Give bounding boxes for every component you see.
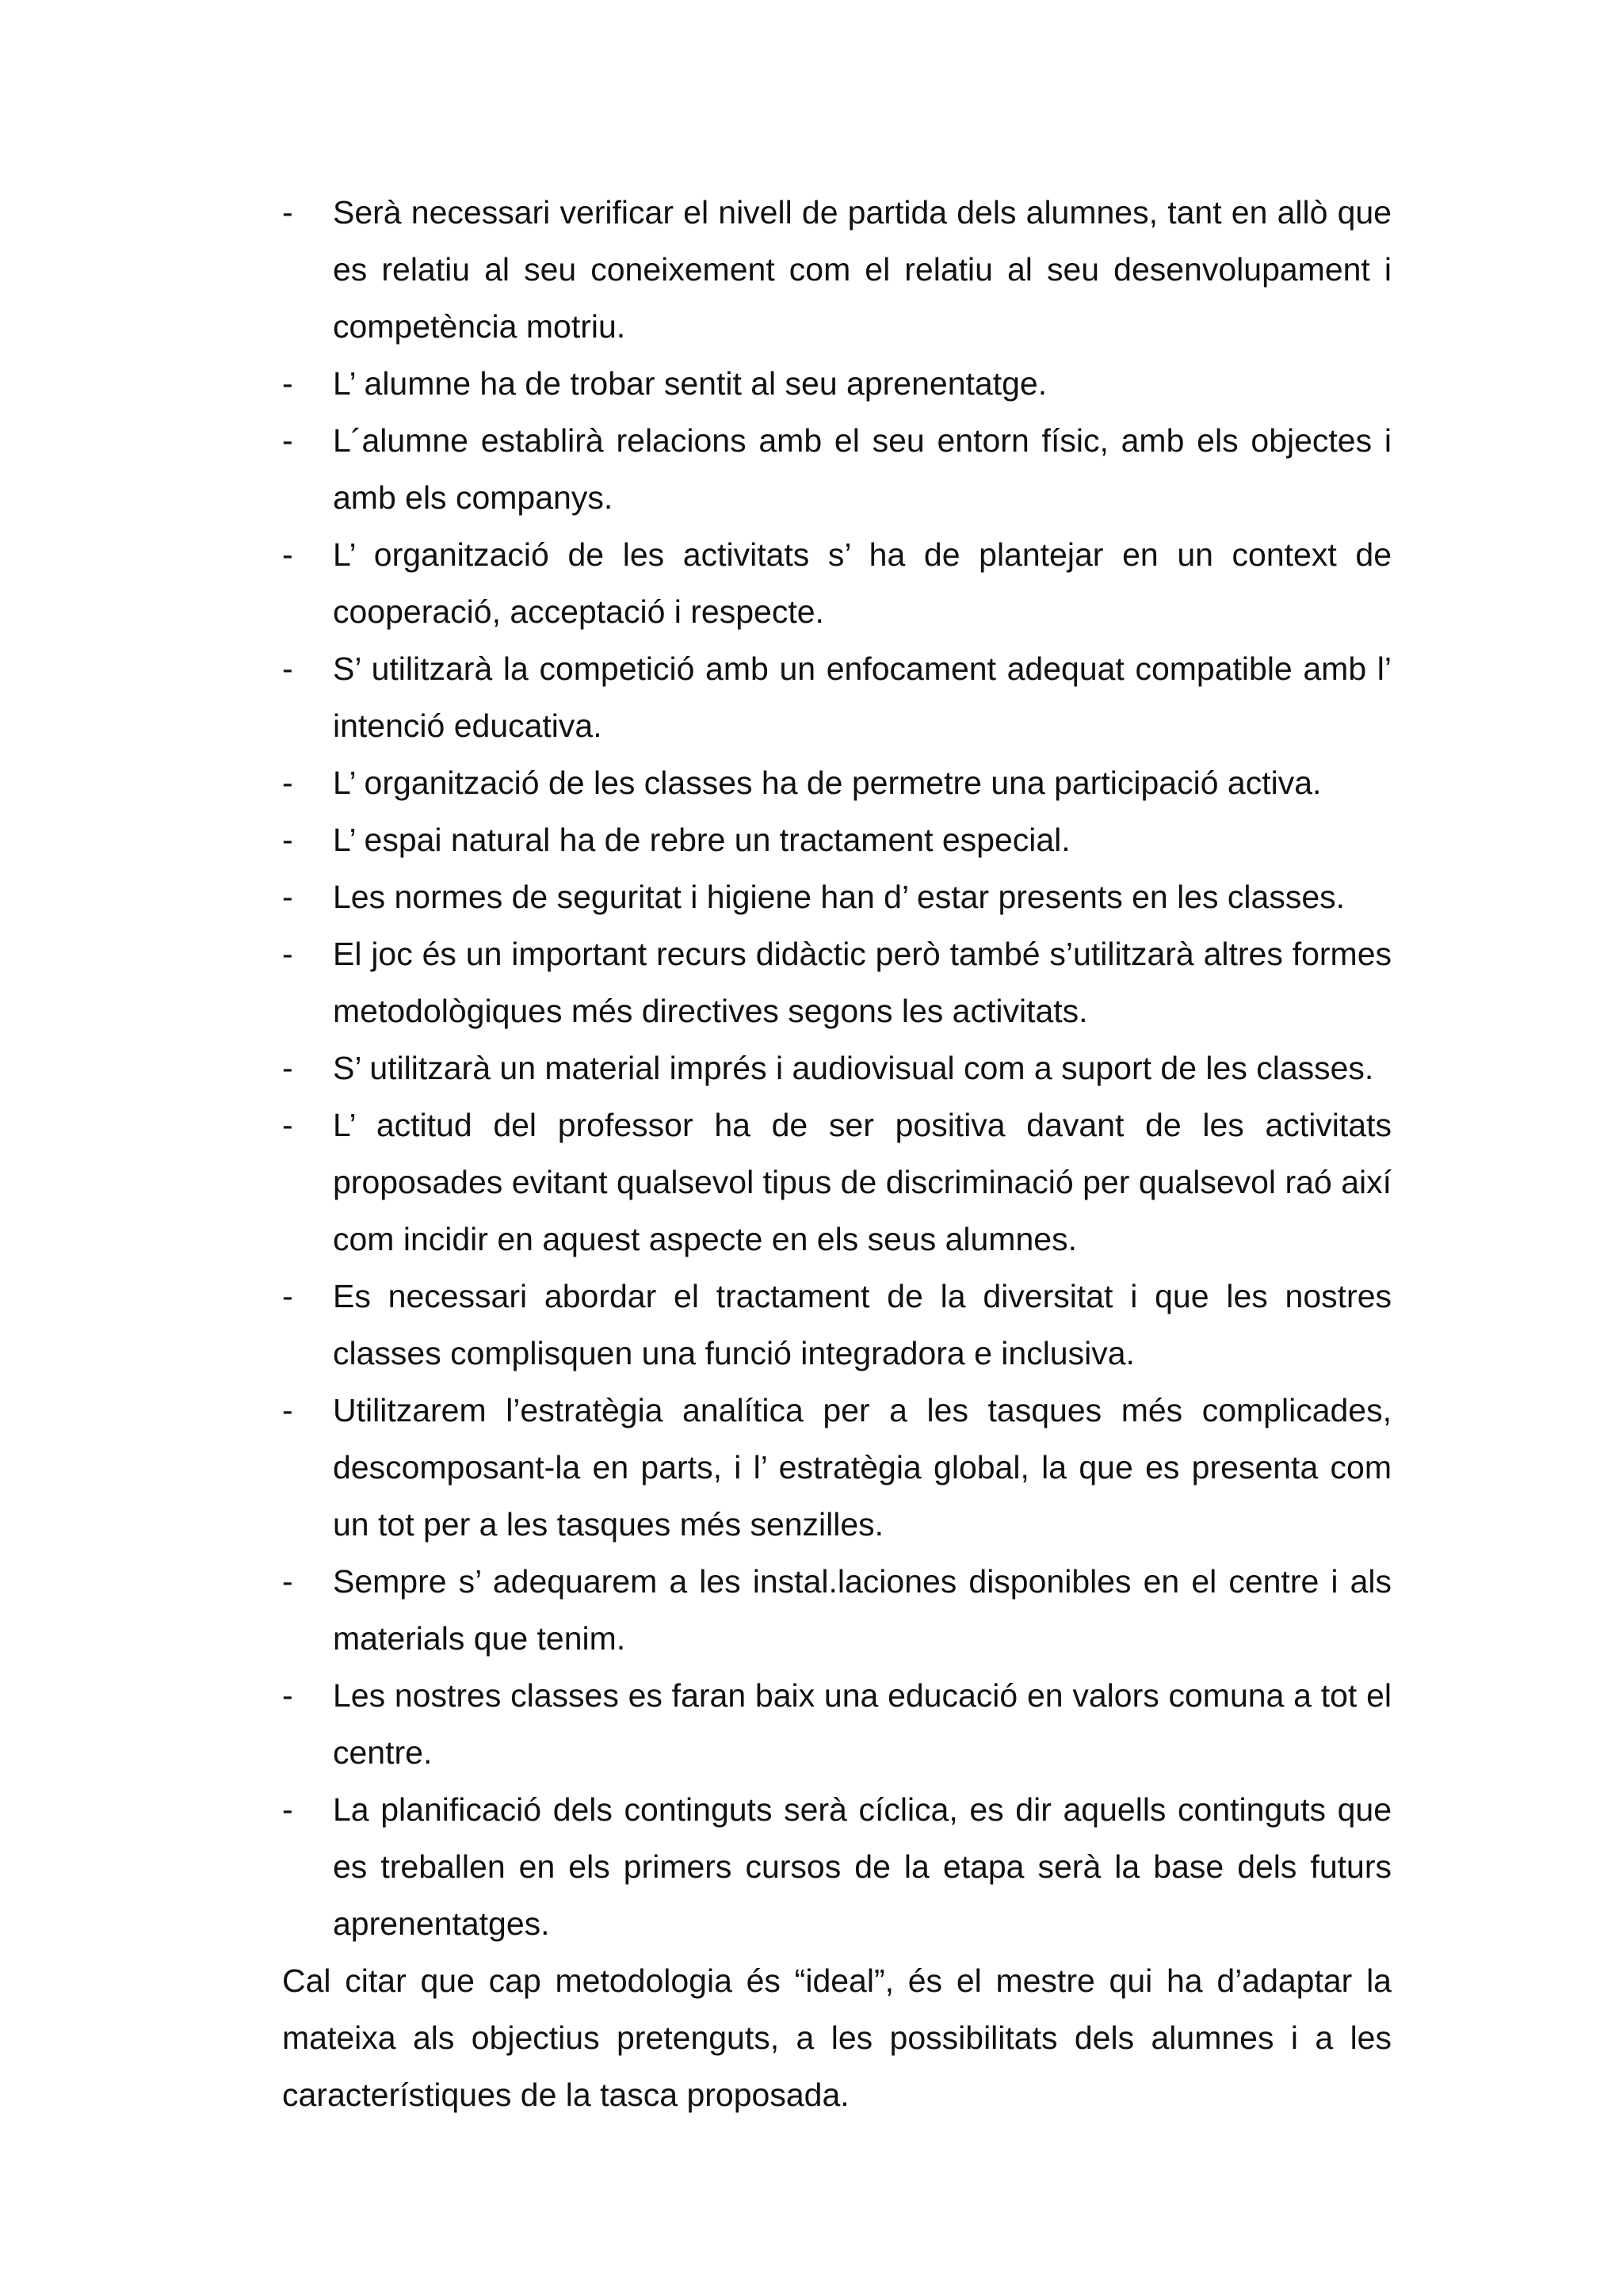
list-item-text: L’ actitud del professor ha de ser positiva davant de les activitats proposades evitant qualsevol tipus de discriminació per qualsevol raó així com incidir en aquest aspecte en els seus alumnes. [333,1107,1392,1257]
bullet-dash: - [282,1677,293,1714]
list-item-text: L´alumne establirà relacions amb el seu entorn físic, amb els objectes i amb els companys. [333,422,1392,516]
bullet-dash: - [282,936,293,972]
list-item-text: Utilitzarem l’estratègia analítica per a les tasques més complicades, descomposant-la en parts, i l’ estratègia global, la que es presenta com un tot per a les tasques més senzilles. [333,1392,1392,1543]
list-item-text: Es necessari abordar el tractament de la diversitat i que les nostres classes complisquen una funció integradora e inclusiva. [333,1278,1392,1371]
bullet-dash: - [282,650,293,687]
list-item [282,526,1392,640]
list-item [282,754,1392,811]
list-item [282,1382,1392,1553]
list-item-text: L’ organització de les classes ha de permetre una participació activa. [333,765,1322,801]
bullet-dash: - [282,765,293,801]
methodology-bullet-list [282,184,1392,1952]
bullet-dash: - [282,1563,293,1600]
list-item [282,811,1392,868]
bullet-dash: - [282,365,293,402]
list-item-text: S’ utilitzarà la competició amb un enfocament adequat compatible amb l’ intenció educativa. [333,650,1392,744]
list-item [282,1039,1392,1097]
list-item [282,355,1392,412]
bullet-dash: - [282,1278,293,1314]
bullet-dash: - [282,536,293,573]
list-item [282,640,1392,754]
list-item-text: S’ utilitzarà un material imprés i audiovisual com a suport de les classes. [333,1050,1374,1086]
list-item [282,184,1392,355]
list-item-text: L’ organització de les activitats s’ ha de plantejar en un context de cooperació, acceptació i respecte. [333,536,1392,630]
list-item [282,412,1392,526]
list-item-text: Serà necessari verificar el nivell de partida dels alumnes, tant en allò que es relatiu al seu coneixement com el relatiu al seu desenvolupament i competència motriu. [333,194,1392,345]
list-item-text: L’ alumne ha de trobar sentit al seu aprenentatge. [333,365,1048,402]
list-item [282,868,1392,925]
list-item [282,1097,1392,1268]
list-item-text: El joc és un important recurs didàctic però també s’utilitzarà altres formes metodològiques més directives segons les activitats. [333,936,1392,1029]
list-item [282,1667,1392,1781]
closing-paragraph: Cal citar que cap metodologia és “ideal”, és el mestre qui ha d’adaptar la mateixa als objectius pretenguts, a les possibilitats dels alumnes i a les característiques de la tasca proposada. [282,1962,1392,2113]
bullet-dash: - [282,194,293,231]
list-item-text: Les normes de seguritat i higiene han d’ estar presents en les classes. [333,879,1346,915]
document-page [282,184,1392,2123]
list-item-text: Sempre s’ adequarem a les instal.laciones disponibles en el centre i als materials que tenim. [333,1563,1392,1657]
bullet-dash: - [282,1050,293,1086]
bullet-dash: - [282,1107,293,1143]
list-item-text: La planificació dels continguts serà cíclica, es dir aquells continguts que es treballen en els primers cursos de la etapa serà la base dels futurs aprenentatges. [333,1791,1392,1942]
list-item-text: Les nostres classes es faran baix una educació en valors comuna a tot el centre. [333,1677,1392,1771]
bullet-dash: - [282,1791,293,1828]
bullet-dash: - [282,879,293,915]
bullet-dash: - [282,822,293,858]
list-item [282,1553,1392,1667]
list-item [282,925,1392,1039]
bullet-dash: - [282,422,293,459]
list-item [282,1781,1392,1952]
list-item-text: L’ espai natural ha de rebre un tractament especial. [333,822,1071,858]
list-item [282,1268,1392,1382]
bullet-dash: - [282,1392,293,1428]
